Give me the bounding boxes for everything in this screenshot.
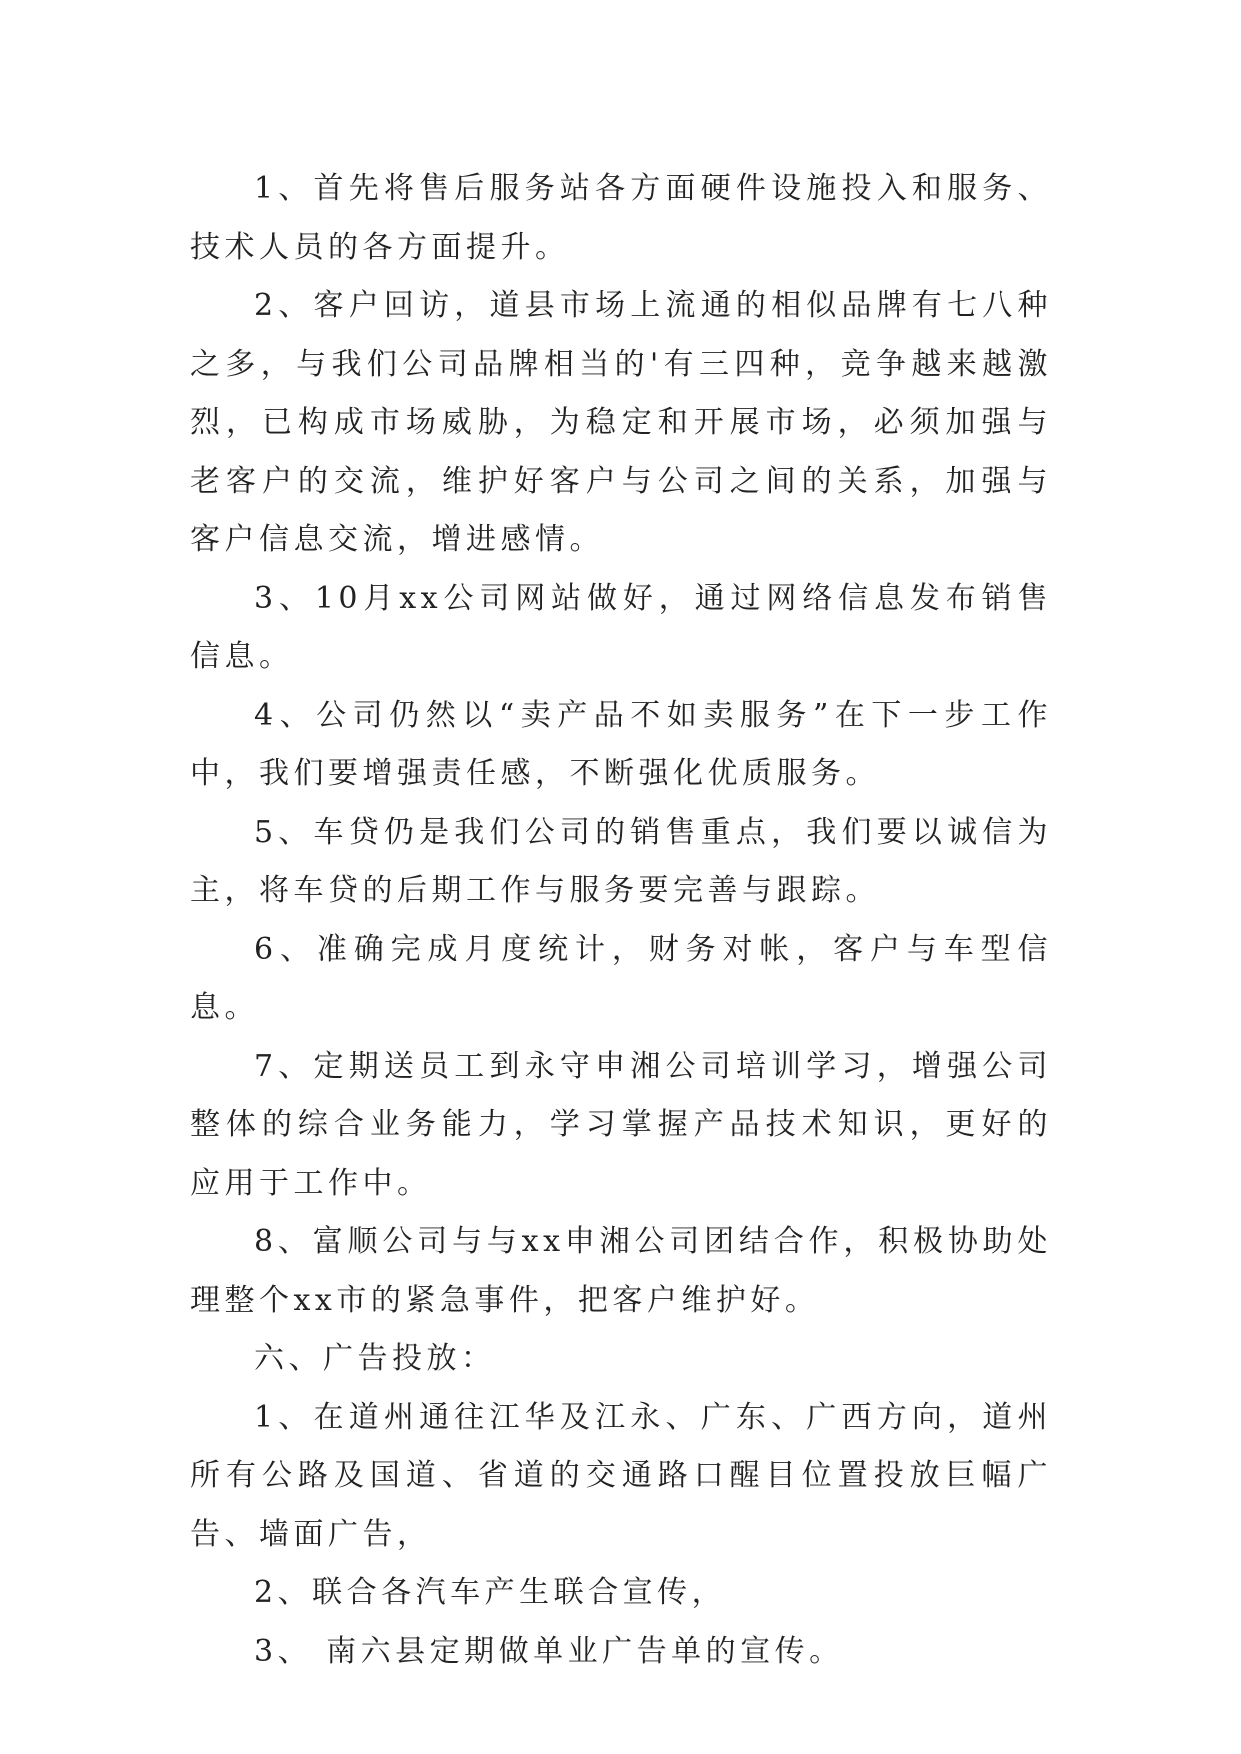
- paragraph-item-3-website: 3、10月xx公司网站做好，通过网络信息发布销售信息。: [190, 580, 1052, 674]
- paragraph-item-4-service: 4、公司仍然以“卖产品不如卖服务”在下一步工作中，我们要增强责任感，不断强化优质服务。: [190, 697, 1052, 791]
- paragraph-item-8-cooperation: 8、富顺公司与与xx申湘公司团结合作，积极协助处理整个xx市的紧急事件，把客户维护好。: [190, 1224, 1052, 1318]
- paragraph-ad-item-1-billboards: 1、在道州通往江华及江永、广东、广西方向，道州所有公路及国道、省道的交通路口醒目位置投放巨幅广告、墙面广告，: [190, 1399, 1052, 1552]
- paragraph-item-5-car-loans: 5、车贷仍是我们公司的销售重点，我们要以诚信为主，将车贷的后期工作与服务要完善与跟踪。: [190, 814, 1052, 908]
- paragraph-ad-item-2-joint-promotion: 2、联合各汽车产生联合宣传，: [254, 1575, 727, 1610]
- section-heading-advertising: 六、广告投放：: [254, 1341, 496, 1376]
- paragraph-item-6-statistics: 6、准确完成月度统计，财务对帐，客户与车型信息。: [190, 931, 1052, 1025]
- paragraph-ad-item-3-flyers: 3、 南六县定期做单业广告单的宣传。: [254, 1633, 844, 1669]
- document-body: [190, 160, 1052, 1681]
- paragraph-item-1-hardware: 1、首先将售后服务站各方面硬件设施投入和服务、技术人员的各方面提升。: [190, 171, 1052, 265]
- paragraph-item-2-customer-visits: 2、客户回访，道县市场上流通的相似品牌有七八种之多，与我们公司品牌相当的'有三四种，竞争越来越激烈，已构成市场威胁，为稳定和开展市场，必须加强与老客户的交流，维护好客户与公司之间的关系，加强与客户信息交流，增进感情。: [190, 288, 1052, 557]
- paragraph-item-7-training: 7、定期送员工到永守申湘公司培训学习，增强公司整体的综合业务能力，学习掌握产品技术知识，更好的应用于工作中。: [190, 1048, 1052, 1201]
